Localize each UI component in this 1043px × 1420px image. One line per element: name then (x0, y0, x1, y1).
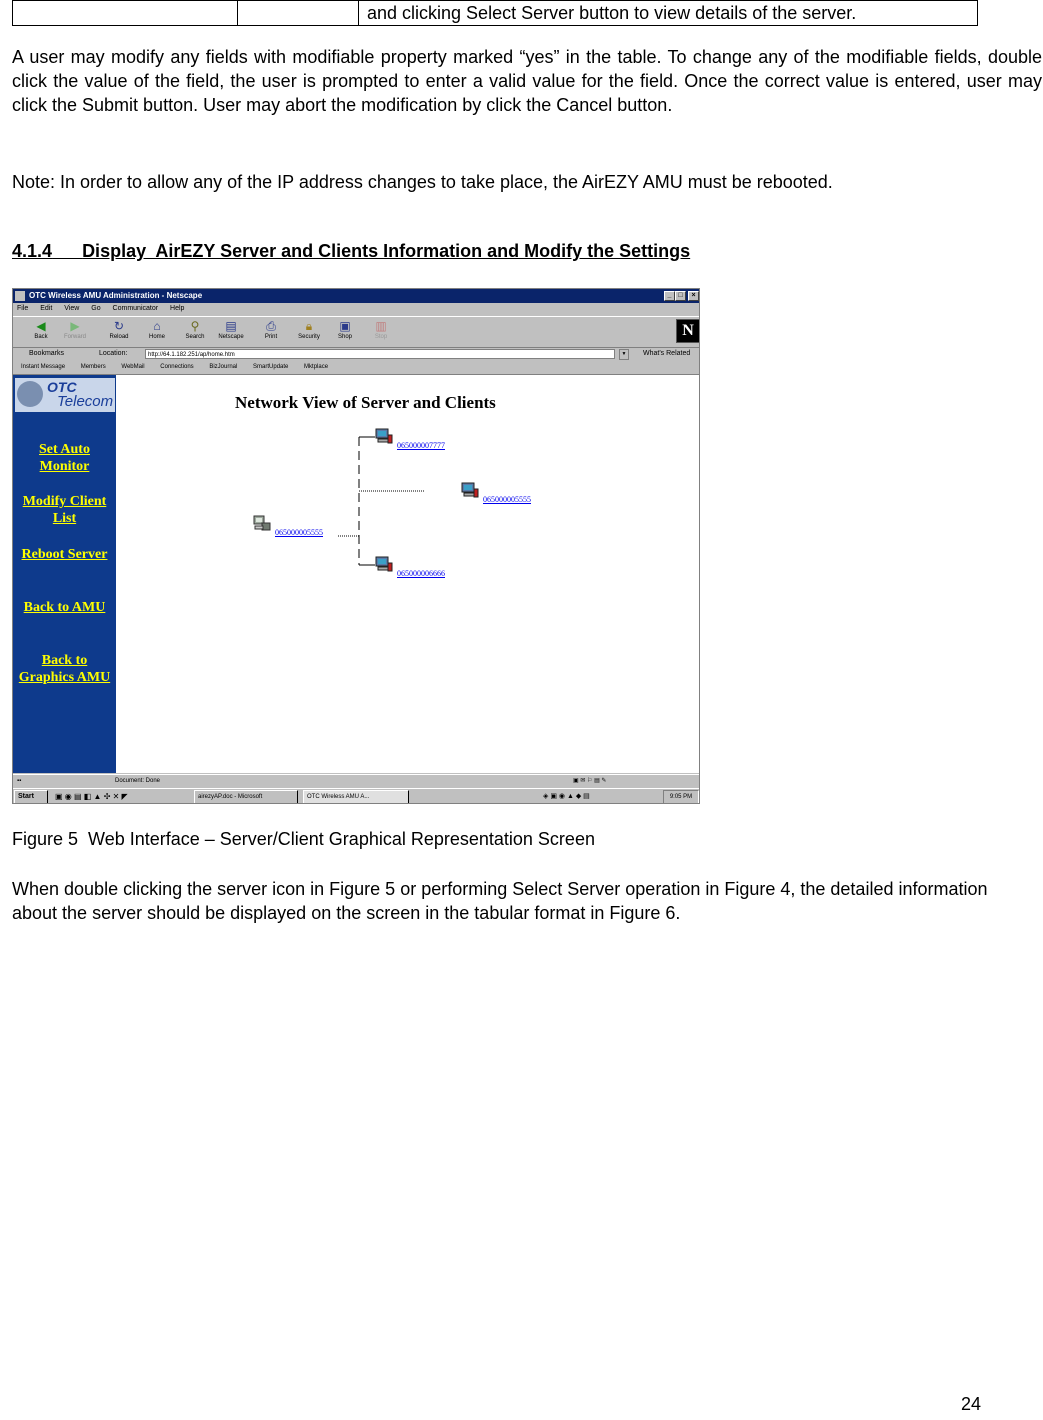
sidebar-link-reboot-server[interactable]: Reboot Server (21, 547, 108, 562)
table-row (13, 1, 978, 26)
forward-button[interactable]: ▶ Forward (63, 319, 86, 340)
menu-bar (13, 303, 700, 315)
netscape-icon (15, 291, 25, 301)
client-computer-icon[interactable] (461, 482, 479, 498)
menu-file[interactable]: File (17, 305, 29, 312)
netscape-button[interactable]: ▤ Netscape (218, 319, 244, 340)
stop-icon: ▥ (375, 319, 387, 333)
top-table-fragment (12, 0, 978, 26)
print-button[interactable]: ⎙ Print (264, 319, 278, 340)
sidebar-link-back-to-graphics-amu[interactable]: Back to Graphics AMU (18, 653, 111, 685)
status-bar (13, 774, 700, 788)
menu-edit[interactable]: Edit (40, 305, 53, 312)
whats-related-button[interactable]: What's Related (643, 350, 691, 357)
taskbar-clock: 9:05 PM (663, 790, 699, 804)
task-netscape-window[interactable]: OTC Wireless AMU A... (303, 790, 409, 804)
location-input[interactable]: http://64.1.182.251/ap/home.htm (145, 349, 615, 359)
task-word-document[interactable]: airezyAP.doc - Microsoft (194, 790, 298, 804)
section-heading (12, 241, 690, 262)
sidebar-link-back-to-amu[interactable]: Back to AMU (23, 600, 106, 615)
print-icon: ⎙ (266, 319, 276, 333)
menu-communicator[interactable]: Communicator (112, 305, 159, 312)
stop-button[interactable]: ▥ Stop (374, 319, 388, 340)
search-icon: ⚲ (190, 319, 200, 333)
section-number: 4.1.4 (12, 241, 53, 261)
client-computer-icon[interactable] (375, 556, 393, 572)
client-node-link[interactable]: 065000007777 (397, 441, 445, 450)
server-node-link[interactable]: 065000005555 (275, 528, 323, 537)
window-title: OTC Wireless AMU Administration - Netscape (29, 291, 203, 300)
server-icon[interactable] (253, 515, 271, 531)
back-button[interactable]: ◀ Back (34, 319, 48, 340)
sidebar-link-modify-client-list[interactable]: Modify Client List (22, 494, 107, 526)
shop-button[interactable]: ▣ Shop (337, 319, 352, 340)
network-connectors (13, 375, 700, 773)
paragraph-server-detail: When double clicking the server icon in Figure 5 or performing Select Server operation in Figure 4, the detailed information about the server should be displayed on the screen in the tabular format in Figure 6. (12, 879, 988, 923)
page-content (13, 375, 700, 773)
tray-icons: ◈ ▣ ◉ ▲ ◆ ▤ (543, 793, 590, 800)
table-cell-empty (238, 1, 359, 26)
personal-item-webmail[interactable]: WebMail (121, 364, 145, 370)
menu-view[interactable]: View (64, 305, 80, 312)
bookmarks-button[interactable]: Bookmarks (29, 350, 65, 357)
menu-help[interactable]: Help (170, 305, 185, 312)
security-button[interactable]: 🔒︎ Security (298, 319, 320, 340)
component-bar-icons[interactable]: ▣ ✉ ⚐ ▤ ✎ (573, 778, 607, 784)
figure-caption: Figure 5 Web Interface – Server/Client Graphical Representation Screen (12, 829, 595, 849)
netscape-guide-icon: ▤ (225, 319, 237, 333)
figure-5-screenshot (12, 288, 700, 804)
status-text: Document: Done (115, 778, 161, 784)
maximize-button[interactable]: □ (675, 291, 686, 301)
page-title: Network View of Server and Clients (235, 393, 496, 412)
quick-launch-icons[interactable]: ▣ ◉ ▤ ◧ ▲ ✣ ✕ ◤ (55, 792, 128, 801)
client-node-link[interactable]: 065000006666 (397, 569, 445, 578)
home-button[interactable]: ⌂ Home (148, 319, 165, 340)
window-titlebar (13, 289, 700, 303)
location-dropdown-icon[interactable]: ▼ (619, 349, 629, 360)
close-button[interactable]: × (688, 291, 699, 301)
location-toolbar (13, 347, 700, 361)
navigation-toolbar (13, 316, 700, 348)
home-icon: ⌂ (153, 319, 161, 333)
section-title: Display AirEZY Server and Clients Information and Modify the Settings (82, 241, 691, 261)
security-status-icon: ▪▪ (17, 778, 22, 784)
personal-item-smartupdate[interactable]: SmartUpdate (253, 364, 289, 370)
personal-item-bizjournal[interactable]: BizJournal (209, 364, 238, 370)
search-button[interactable]: ⚲ Search (185, 319, 205, 340)
back-arrow-icon: ◀ (36, 319, 46, 333)
client-node-link[interactable]: 065000005555 (483, 495, 531, 504)
table-cell-empty (13, 1, 238, 26)
windows-taskbar (13, 788, 700, 804)
sidebar-link-set-auto-monitor[interactable]: Set Auto Monitor (39, 442, 90, 474)
personal-item-members[interactable]: Members (80, 364, 106, 370)
note-reboot: Note: In order to allow any of the IP address changes to take place, the AirEZY AMU must be rebooted. (12, 172, 833, 192)
shop-icon: ▣ (339, 319, 351, 333)
personal-item-connections[interactable]: Connections (160, 364, 194, 370)
personal-toolbar (13, 361, 700, 375)
menu-go[interactable]: Go (91, 305, 101, 312)
personal-item-mktplace[interactable]: Mktplace (304, 364, 329, 370)
netscape-logo: N (676, 319, 700, 343)
personal-item-instant-message[interactable]: Instant Message (21, 364, 66, 370)
paragraph-modify-fields: A user may modify any fields with modifiable property marked “yes” in the table. To change any of the modifiable fields, double click the value of the field, the user is prompted to enter a valid value for the field. Once the correct value is entered, user may click the Submit button. User may abort the modification by click the Cancel button. (12, 47, 1042, 115)
otc-telecom-logo: OTC Telecom (15, 378, 115, 412)
reload-icon: ↻ (113, 319, 125, 333)
minimize-button[interactable]: _ (664, 291, 675, 301)
page-number: 24 (961, 1394, 982, 1414)
reload-button[interactable]: ↻ Reload (109, 319, 129, 340)
table-cell-description: and clicking Select Server button to view details of the server. (359, 1, 978, 26)
lock-icon: 🔒︎ (305, 319, 313, 333)
forward-arrow-icon: ▶ (70, 319, 80, 333)
location-label: Location: (99, 350, 128, 357)
client-computer-icon[interactable] (375, 428, 393, 444)
start-button[interactable]: Start (14, 790, 48, 804)
